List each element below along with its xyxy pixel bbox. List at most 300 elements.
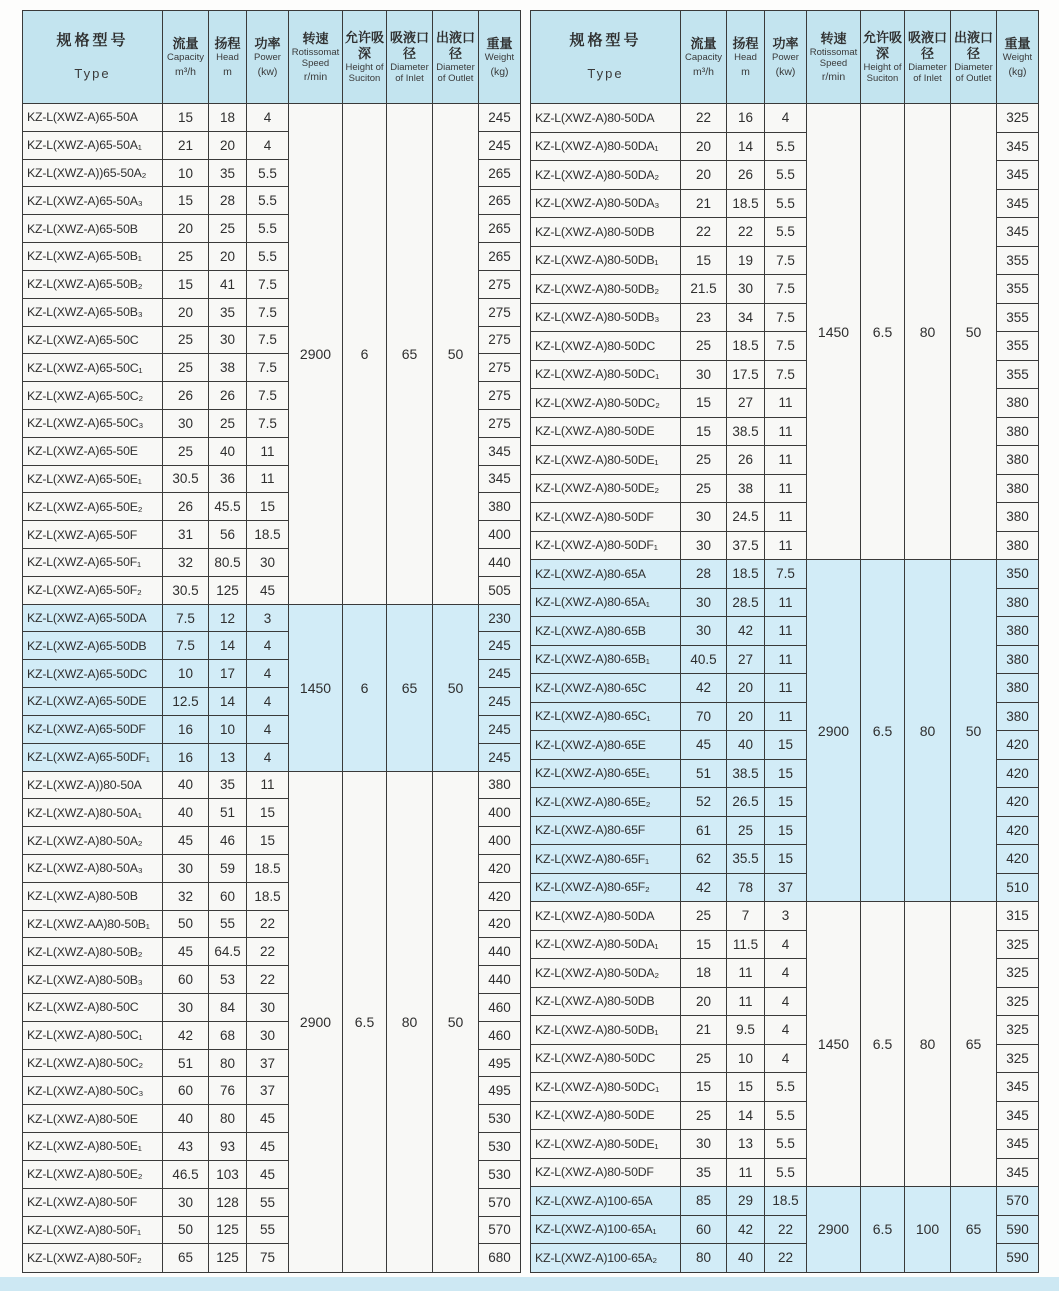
header-weight <box>997 11 1039 104</box>
outlet-merged-cell: 50 <box>433 604 479 771</box>
power-cell: 11 <box>765 531 807 560</box>
power-cell: 4 <box>247 743 289 771</box>
type-cell: KZ-L(XWZ-A)80-50DB₁ <box>531 1016 681 1045</box>
power-cell: 4 <box>247 660 289 688</box>
head-cell: 30 <box>727 275 765 304</box>
type-cell: KZ-L(XWZ-A)65-50F₂ <box>23 576 163 604</box>
header-outlet <box>433 11 479 104</box>
power-cell: 5.5 <box>765 189 807 218</box>
type-cell: KZ-L(XWZ-A)80-50DB <box>531 218 681 247</box>
type-cell: KZ-L(XWZ-A)65-50DF₁ <box>23 743 163 771</box>
weight-cell: 325 <box>997 1016 1039 1045</box>
head-cell: 38.5 <box>727 417 765 446</box>
power-cell: 7.5 <box>765 275 807 304</box>
head-cell: 93 <box>209 1133 247 1161</box>
type-cell: KZ-L(XWZ-A)65-50C₃ <box>23 409 163 437</box>
power-cell: 7.5 <box>247 354 289 382</box>
power-cell: 5.5 <box>765 1158 807 1187</box>
type-cell: KZ-L(XWZ-A)65-50B₂ <box>23 270 163 298</box>
weight-cell: 265 <box>479 187 521 215</box>
power-cell: 22 <box>247 966 289 994</box>
header-weight-zh: 重量 <box>486 36 513 52</box>
weight-cell: 325 <box>997 959 1039 988</box>
capacity-cell: 40.5 <box>681 645 727 674</box>
capacity-cell: 46.5 <box>163 1160 209 1188</box>
header-speed-unit: r/min <box>303 71 328 84</box>
power-cell: 4 <box>247 632 289 660</box>
header-inlet-en: Diameter of Inlet <box>908 62 947 84</box>
head-cell: 80.5 <box>209 549 247 577</box>
head-cell: 27 <box>727 389 765 418</box>
type-cell: KZ-L(XWZ-A)80-50F <box>23 1188 163 1216</box>
header-outlet-zh: 出液口径 <box>435 29 475 62</box>
head-cell: 10 <box>209 715 247 743</box>
weight-cell: 400 <box>479 799 521 827</box>
head-cell: 25 <box>209 409 247 437</box>
capacity-cell: 50 <box>163 910 209 938</box>
power-cell: 4 <box>765 1016 807 1045</box>
weight-cell: 380 <box>479 493 521 521</box>
power-cell: 7.5 <box>765 332 807 361</box>
head-cell: 125 <box>209 1244 247 1272</box>
capacity-cell: 21.5 <box>681 275 727 304</box>
suction-merged-cell: 6 <box>343 104 387 605</box>
weight-cell: 275 <box>479 326 521 354</box>
weight-cell: 420 <box>997 845 1039 874</box>
spec-row <box>23 771 521 799</box>
type-cell: KZ-L(XWZ-A)80-50DC₁ <box>531 1073 681 1102</box>
weight-cell: 275 <box>479 354 521 382</box>
header-capacity-en: Capacity <box>685 52 722 64</box>
capacity-cell: 21 <box>681 189 727 218</box>
power-cell: 15 <box>247 799 289 827</box>
type-cell: KZ-L(XWZ-A)65-50DA <box>23 604 163 632</box>
head-cell: 24.5 <box>727 503 765 532</box>
capacity-cell: 50 <box>163 1216 209 1244</box>
type-cell: KZ-L(XWZ-A)100-65A₂ <box>531 1244 681 1273</box>
power-cell: 55 <box>247 1188 289 1216</box>
weight-cell: 355 <box>997 303 1039 332</box>
weight-cell: 355 <box>997 275 1039 304</box>
type-cell: KZ-L(XWZ-A)80-50C₂ <box>23 1049 163 1077</box>
type-cell: KZ-L(XWZ-A)80-50F₁ <box>23 1216 163 1244</box>
weight-cell: 345 <box>997 189 1039 218</box>
weight-cell: 355 <box>997 360 1039 389</box>
capacity-cell: 25 <box>681 474 727 503</box>
speed-merged-cell: 1450 <box>807 104 861 560</box>
capacity-cell: 30.5 <box>163 576 209 604</box>
head-cell: 42 <box>727 1215 765 1244</box>
head-cell: 80 <box>209 1105 247 1133</box>
power-cell: 4 <box>247 688 289 716</box>
power-cell: 18.5 <box>247 521 289 549</box>
header-capacity <box>681 11 727 104</box>
head-cell: 36 <box>209 465 247 493</box>
weight-cell: 505 <box>479 576 521 604</box>
header-speed-zh: 转速 <box>820 30 847 46</box>
capacity-cell: 30 <box>163 854 209 882</box>
head-cell: 30 <box>209 326 247 354</box>
weight-cell: 420 <box>479 854 521 882</box>
power-cell: 11 <box>765 503 807 532</box>
head-cell: 11 <box>727 959 765 988</box>
inlet-merged-cell: 80 <box>905 104 951 560</box>
power-cell: 7.5 <box>247 382 289 410</box>
header-speed-en: Rotissomat Speed <box>809 47 858 69</box>
header-inlet-en: Diameter of Inlet <box>390 62 429 84</box>
capacity-cell: 15 <box>681 417 727 446</box>
weight-cell: 355 <box>997 246 1039 275</box>
power-cell: 22 <box>247 910 289 938</box>
head-cell: 11.5 <box>727 930 765 959</box>
head-cell: 13 <box>209 743 247 771</box>
capacity-cell: 16 <box>163 743 209 771</box>
head-cell: 9.5 <box>727 1016 765 1045</box>
weight-cell: 275 <box>479 382 521 410</box>
header-capacity-zh: 流量 <box>172 36 199 52</box>
power-cell: 7.5 <box>247 326 289 354</box>
header-speed-zh: 转速 <box>302 30 329 46</box>
power-cell: 5.5 <box>765 1130 807 1159</box>
weight-cell: 400 <box>479 521 521 549</box>
type-cell: KZ-L(XWZ-A)80-50DF <box>531 1158 681 1187</box>
spec-row <box>531 560 1039 589</box>
header-power-en: Power <box>772 52 799 64</box>
head-cell: 60 <box>209 882 247 910</box>
type-cell: KZ-L(XWZ-A)80-50DC₁ <box>531 360 681 389</box>
outlet-merged-cell: 50 <box>951 560 997 902</box>
type-cell: KZ-L(XWZ-A)65-50A <box>23 104 163 132</box>
type-cell: KZ-L(XWZ-A)80-65C₁ <box>531 702 681 731</box>
power-cell: 7.5 <box>247 270 289 298</box>
spec-table-right <box>530 10 1039 1273</box>
capacity-cell: 20 <box>163 215 209 243</box>
power-cell: 45 <box>247 1133 289 1161</box>
weight-cell: 345 <box>997 1073 1039 1102</box>
power-cell: 37 <box>247 1049 289 1077</box>
weight-cell: 420 <box>997 731 1039 760</box>
spec-table-left <box>22 10 521 1273</box>
head-cell: 128 <box>209 1188 247 1216</box>
head-cell: 55 <box>209 910 247 938</box>
head-cell: 68 <box>209 1021 247 1049</box>
capacity-cell: 25 <box>681 446 727 475</box>
head-cell: 26 <box>727 161 765 190</box>
power-cell: 15 <box>765 731 807 760</box>
header-type-en: Type <box>74 66 111 82</box>
head-cell: 14 <box>209 688 247 716</box>
capacity-cell: 51 <box>163 1049 209 1077</box>
header-power <box>247 11 289 104</box>
outlet-merged-cell: 65 <box>951 902 997 1187</box>
power-cell: 5.5 <box>247 159 289 187</box>
speed-merged-cell: 1450 <box>807 902 861 1187</box>
type-cell: KZ-L(XWZ-A)80-50DC <box>531 1044 681 1073</box>
capacity-cell: 25 <box>681 1101 727 1130</box>
type-cell: KZ-L(XWZ-A)80-65C <box>531 674 681 703</box>
weight-cell: 495 <box>479 1049 521 1077</box>
header-speed-unit: r/min <box>821 71 846 84</box>
power-cell: 4 <box>765 104 807 133</box>
head-cell: 84 <box>209 994 247 1022</box>
power-cell: 5.5 <box>765 132 807 161</box>
weight-cell: 530 <box>479 1160 521 1188</box>
power-cell: 45 <box>247 576 289 604</box>
power-cell: 11 <box>765 674 807 703</box>
power-cell: 37 <box>765 873 807 902</box>
header-speed <box>289 11 343 104</box>
weight-cell: 325 <box>997 1044 1039 1073</box>
weight-cell: 380 <box>997 588 1039 617</box>
power-cell: 11 <box>765 617 807 646</box>
head-cell: 37.5 <box>727 531 765 560</box>
capacity-cell: 30 <box>163 994 209 1022</box>
power-cell: 3 <box>247 604 289 632</box>
header-power-unit: (kw) <box>775 65 796 78</box>
head-cell: 20 <box>209 131 247 159</box>
head-cell: 18.5 <box>727 189 765 218</box>
power-cell: 22 <box>247 938 289 966</box>
capacity-cell: 22 <box>681 218 727 247</box>
power-cell: 55 <box>247 1216 289 1244</box>
power-cell: 7.5 <box>765 560 807 589</box>
power-cell: 15 <box>247 493 289 521</box>
type-cell: KZ-L(XWZ-A)80-50DF <box>531 503 681 532</box>
header-head-zh: 扬程 <box>732 36 759 52</box>
weight-cell: 680 <box>479 1244 521 1272</box>
type-cell: KZ-L(XWZ-A)80-65E <box>531 731 681 760</box>
head-cell: 26 <box>209 382 247 410</box>
type-cell: KZ-L(XWZ-A)65-50E₂ <box>23 493 163 521</box>
power-cell: 4 <box>247 131 289 159</box>
weight-cell: 245 <box>479 131 521 159</box>
capacity-cell: 52 <box>681 788 727 817</box>
head-cell: 46 <box>209 827 247 855</box>
weight-cell: 380 <box>479 771 521 799</box>
header-head-unit: m <box>223 65 232 78</box>
weight-cell: 245 <box>479 688 521 716</box>
weight-cell: 315 <box>997 902 1039 931</box>
capacity-cell: 10 <box>163 660 209 688</box>
head-cell: 14 <box>727 1101 765 1130</box>
power-cell: 18.5 <box>765 1187 807 1216</box>
header-outlet-zh: 出液口径 <box>953 29 993 62</box>
outlet-merged-cell: 50 <box>951 104 997 560</box>
type-cell: KZ-L(XWZ-A)65-50C <box>23 326 163 354</box>
capacity-cell: 18 <box>681 959 727 988</box>
weight-cell: 245 <box>479 104 521 132</box>
capacity-cell: 28 <box>681 560 727 589</box>
type-cell: KZ-L(XWZ-A)65-50B <box>23 215 163 243</box>
type-cell: KZ-L(XWZ-A)80-50DE₁ <box>531 446 681 475</box>
capacity-cell: 43 <box>163 1133 209 1161</box>
type-cell: KZ-L(XWZ-A)80-50DE <box>531 1101 681 1130</box>
power-cell: 22 <box>765 1215 807 1244</box>
weight-cell: 380 <box>997 531 1039 560</box>
capacity-cell: 60 <box>163 966 209 994</box>
type-cell: KZ-L(XWZ-A)65-50DB <box>23 632 163 660</box>
outlet-merged-cell: 65 <box>951 1187 997 1273</box>
weight-cell: 380 <box>997 674 1039 703</box>
power-cell: 3 <box>765 902 807 931</box>
weight-cell: 380 <box>997 617 1039 646</box>
header-inlet <box>387 11 433 104</box>
capacity-cell: 32 <box>163 549 209 577</box>
type-cell: KZ-L(XWZ-A)100-65A₁ <box>531 1215 681 1244</box>
capacity-cell: 20 <box>681 987 727 1016</box>
capacity-cell: 25 <box>681 902 727 931</box>
header-head-zh: 扬程 <box>214 36 241 52</box>
capacity-cell: 40 <box>163 771 209 799</box>
inlet-merged-cell: 80 <box>905 560 951 902</box>
inlet-merged-cell: 65 <box>387 604 433 771</box>
power-cell: 11 <box>247 465 289 493</box>
weight-cell: 420 <box>997 816 1039 845</box>
header-type <box>531 11 681 104</box>
header-capacity-zh: 流量 <box>690 36 717 52</box>
head-cell: 17.5 <box>727 360 765 389</box>
capacity-cell: 15 <box>681 930 727 959</box>
head-cell: 20 <box>209 243 247 271</box>
type-cell: KZ-L(XWZ-A)65-50C₁ <box>23 354 163 382</box>
head-cell: 80 <box>209 1049 247 1077</box>
capacity-cell: 42 <box>163 1021 209 1049</box>
header-head <box>209 11 247 104</box>
head-cell: 40 <box>727 1244 765 1273</box>
power-cell: 4 <box>765 959 807 988</box>
type-cell: KZ-L(XWZ-A)80-50DA₁ <box>531 132 681 161</box>
header-suction-en: Height of Suciton <box>863 62 902 84</box>
type-cell: KZ-L(XWZ-A)65-50E <box>23 437 163 465</box>
capacity-cell: 80 <box>681 1244 727 1273</box>
capacity-cell: 25 <box>681 332 727 361</box>
speed-merged-cell: 2900 <box>289 104 343 605</box>
head-cell: 51 <box>209 799 247 827</box>
head-cell: 14 <box>209 632 247 660</box>
power-cell: 4 <box>247 715 289 743</box>
capacity-cell: 10 <box>163 159 209 187</box>
head-cell: 17 <box>209 660 247 688</box>
power-cell: 11 <box>765 645 807 674</box>
power-cell: 7.5 <box>247 409 289 437</box>
head-cell: 15 <box>727 1073 765 1102</box>
power-cell: 4 <box>765 930 807 959</box>
type-cell: KZ-L(XWZ-A)80-65F₂ <box>531 873 681 902</box>
weight-cell: 345 <box>997 218 1039 247</box>
header-head-unit: m <box>741 65 750 78</box>
type-cell: KZ-L(XWZ-A)80-50DE <box>531 417 681 446</box>
capacity-cell: 25 <box>163 354 209 382</box>
capacity-cell: 30 <box>163 1188 209 1216</box>
weight-cell: 325 <box>997 104 1039 133</box>
weight-cell: 345 <box>479 437 521 465</box>
head-cell: 18 <box>209 104 247 132</box>
capacity-cell: 26 <box>163 493 209 521</box>
head-cell: 11 <box>727 987 765 1016</box>
head-cell: 38.5 <box>727 759 765 788</box>
weight-cell: 380 <box>997 446 1039 475</box>
head-cell: 11 <box>727 1158 765 1187</box>
type-cell: KZ-L(XWZ-A)80-50DA <box>531 902 681 931</box>
weight-cell: 380 <box>997 503 1039 532</box>
type-cell: KZ-L(XWZ-A)80-50C₃ <box>23 1077 163 1105</box>
head-cell: 26 <box>727 446 765 475</box>
header-suction <box>343 11 387 104</box>
power-cell: 5.5 <box>247 187 289 215</box>
capacity-cell: 7.5 <box>163 632 209 660</box>
power-cell: 4 <box>765 1044 807 1073</box>
header-inlet <box>905 11 951 104</box>
type-cell: KZ-L(XWZ-A)80-50DA₂ <box>531 161 681 190</box>
head-cell: 35.5 <box>727 845 765 874</box>
inlet-merged-cell: 80 <box>387 771 433 1272</box>
head-cell: 16 <box>727 104 765 133</box>
capacity-cell: 70 <box>681 702 727 731</box>
capacity-cell: 30 <box>681 1130 727 1159</box>
inlet-merged-cell: 100 <box>905 1187 951 1273</box>
power-cell: 30 <box>247 994 289 1022</box>
power-cell: 18.5 <box>247 854 289 882</box>
type-cell: KZ-L(XWZ-A)80-65F <box>531 816 681 845</box>
inlet-merged-cell: 80 <box>905 902 951 1187</box>
header-power-en: Power <box>254 52 281 64</box>
type-cell: KZ-L(XWZ-A))65-50A₂ <box>23 159 163 187</box>
type-cell: KZ-L(XWZ-A)65-50C₂ <box>23 382 163 410</box>
header-inlet-zh: 吸液口径 <box>389 29 429 62</box>
weight-cell: 380 <box>997 417 1039 446</box>
weight-cell: 510 <box>997 873 1039 902</box>
power-cell: 5.5 <box>765 218 807 247</box>
power-cell: 7.5 <box>247 298 289 326</box>
type-cell: KZ-L(XWZ-A)80-50DB₁ <box>531 246 681 275</box>
header-weight-unit: (kg) <box>490 65 509 78</box>
head-cell: 19 <box>727 246 765 275</box>
weight-cell: 380 <box>997 389 1039 418</box>
power-cell: 18.5 <box>247 882 289 910</box>
weight-cell: 345 <box>997 132 1039 161</box>
header-speed-en: Rotissomat Speed <box>291 47 340 69</box>
type-cell: KZ-L(XWZ-AA)80-50B₁ <box>23 910 163 938</box>
type-cell: KZ-L(XWZ-A))80-50A <box>23 771 163 799</box>
type-cell: KZ-L(XWZ-A)65-50E₁ <box>23 465 163 493</box>
capacity-cell: 15 <box>681 389 727 418</box>
capacity-cell: 12.5 <box>163 688 209 716</box>
type-cell: KZ-L(XWZ-A)80-65A <box>531 560 681 589</box>
weight-cell: 440 <box>479 966 521 994</box>
head-cell: 10 <box>727 1044 765 1073</box>
head-cell: 125 <box>209 576 247 604</box>
type-cell: KZ-L(XWZ-A)80-50B₃ <box>23 966 163 994</box>
power-cell: 7.5 <box>765 303 807 332</box>
capacity-cell: 51 <box>681 759 727 788</box>
head-cell: 35 <box>209 159 247 187</box>
weight-cell: 570 <box>479 1216 521 1244</box>
header-weight-zh: 重量 <box>1004 36 1031 52</box>
type-cell: KZ-L(XWZ-A)80-50DB <box>531 987 681 1016</box>
capacity-cell: 20 <box>163 298 209 326</box>
header-weight <box>479 11 521 104</box>
capacity-cell: 15 <box>681 246 727 275</box>
power-cell: 15 <box>765 816 807 845</box>
weight-cell: 460 <box>479 994 521 1022</box>
weight-cell: 400 <box>479 827 521 855</box>
type-cell: KZ-L(XWZ-A)65-50A₁ <box>23 131 163 159</box>
header-type <box>23 11 163 104</box>
type-cell: KZ-L(XWZ-A)80-65B₁ <box>531 645 681 674</box>
head-cell: 18.5 <box>727 560 765 589</box>
capacity-cell: 31 <box>163 521 209 549</box>
type-cell: KZ-L(XWZ-A)65-50F₁ <box>23 549 163 577</box>
